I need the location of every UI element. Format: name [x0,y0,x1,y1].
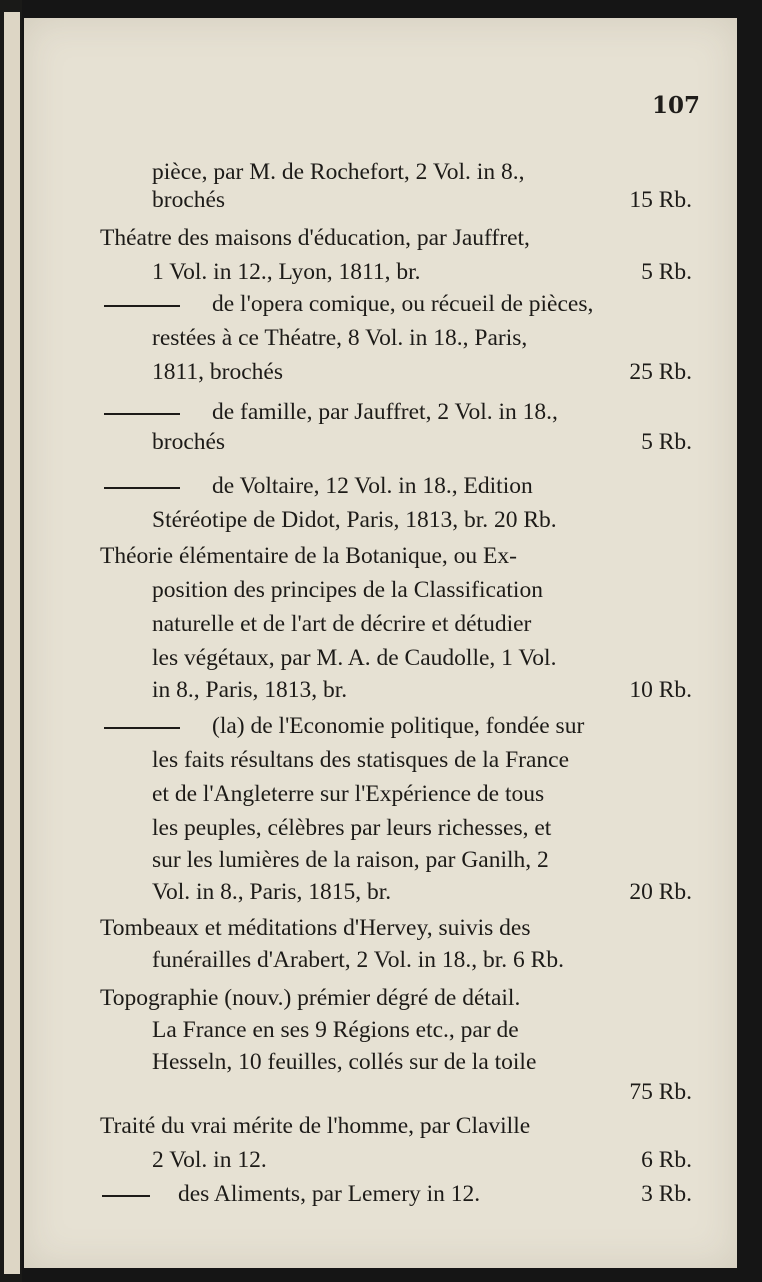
catalog-line-text: les faits résultans des statisques de la France [152,747,570,773]
price-label: 3 Rb. [641,1181,692,1207]
catalog-line-text: funérailles d'Arabert, 2 Vol. in 18., br. 6 Rb. [152,947,564,973]
catalog-line-text: brochés [152,187,226,213]
catalog-line-text: Topographie (nouv.) prémier dégré de détail. [100,985,521,1011]
page-number: 107 [652,92,701,119]
catalog-line-text: Théatre des maisons d'éducation, par Jauffret, [100,225,530,251]
catalog-line-text: 1811, brochés [152,359,283,385]
catalog-line-text: les peuples, célèbres par leurs richesses, et [152,815,552,841]
catalog-line-text: position des principes de la Classification [152,577,543,603]
catalog-line-text: Traité du vrai mérite de l'homme, par Claville [100,1113,531,1139]
ditto-dash [104,487,180,489]
catalog-line-text: (la) de l'Economie politique, fondée sur [212,713,585,739]
catalog-line-text: de famille, par Jauffret, 2 Vol. in 18., [212,399,558,425]
ditto-dash [104,413,180,415]
catalog-line-text: Théorie élémentaire de la Botanique, ou Ex- [100,543,517,569]
catalog-line-text: La France en ses 9 Régions etc., par de [152,1017,519,1043]
price-label: 75 Rb. [629,1079,692,1105]
catalog-line-text: des Aliments, par Lemery in 12. [178,1181,481,1207]
price-label: 20 Rb. [629,879,692,905]
ditto-dash [102,1195,150,1197]
catalog-line-text: Tombeaux et méditations d'Hervey, suivis des [100,915,531,941]
price-label: 6 Rb. [641,1147,692,1173]
catalog-line-text: restées à ce Théatre, 8 Vol. in 18., Paris, [152,325,528,351]
catalog-line-text: et de l'Angleterre sur l'Expérience de tous [152,781,545,807]
price-label: 10 Rb. [629,677,692,703]
catalog-line-text: naturelle et de l'art de décrire et détudier [152,611,532,637]
catalog-line-text: sur les lumières de la raison, par Ganilh, 2 [152,847,549,873]
catalog-line-text: 1 Vol. in 12., Lyon, 1811, br. [152,259,421,285]
catalog-line-text: les végétaux, par M. A. de Caudolle, 1 Vol. [152,645,557,671]
catalog-line-text: 2 Vol. in 12. [152,1147,267,1173]
price-label: 15 Rb. [629,187,692,213]
catalog-line-text: pièce, par M. de Rochefort, 2 Vol. in 8., [152,159,525,185]
catalog-line-text: Hesseln, 10 feuilles, collés sur de la toile [152,1049,537,1075]
catalog-line-text: de Voltaire, 12 Vol. in 18., Edition [212,473,533,499]
catalog-line-text: Stéréotipe de Didot, Paris, 1813, br. 20 Rb. [152,507,557,533]
catalog-line-text: in 8., Paris, 1813, br. [152,677,348,703]
catalog-line-text: de l'opera comique, ou récueil de pièces, [212,291,594,317]
price-label: 25 Rb. [629,359,692,385]
price-label: 5 Rb. [641,259,692,285]
ditto-dash [104,305,180,307]
price-label: 5 Rb. [641,429,692,455]
ditto-dash [104,727,180,729]
previous-page-edge [4,12,20,1274]
catalog-line-text: brochés [152,429,226,455]
catalog-line-text: Vol. in 8., Paris, 1815, br. [152,879,392,905]
